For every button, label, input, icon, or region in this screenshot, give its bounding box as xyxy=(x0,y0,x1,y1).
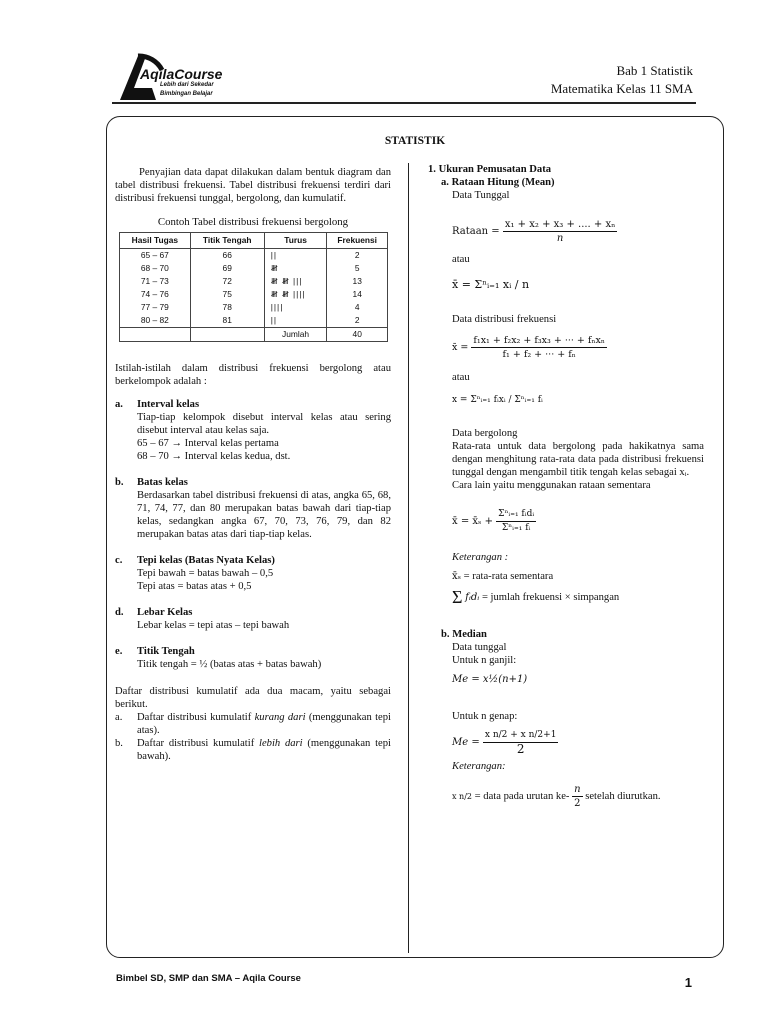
symbol: x n/2 xyxy=(452,792,472,801)
label-n-ganjil: Untuk n ganjil: xyxy=(452,655,517,667)
item-emphasis: kurang dari xyxy=(254,712,306,723)
item-line: Tepi atas = batas atas + 0,5 xyxy=(137,581,252,592)
page-title: STATISTIK xyxy=(384,135,446,147)
cara-lain-text: Cara lain yaitu menggunakan rataan sementara xyxy=(452,480,651,491)
sigma-icon: Σ xyxy=(452,587,463,608)
cell-interval: 74 – 76 xyxy=(120,288,191,301)
description: = jumlah frekuensi × simpangan xyxy=(481,592,620,603)
bergolong-explanation: Rata-rata untuk data bergolong pada hakikatnya sama dengan menghitung rata-rata data pada distribusi frekuensi tunggal dengan mengambil titik tengah kelas sebagai xᵢ. xyxy=(452,441,704,478)
col-header-turus: Turus xyxy=(264,233,327,249)
chapter-title: Bab 1 Statistik xyxy=(616,63,693,78)
cell-empty xyxy=(190,328,264,342)
formula-lhs: x̄ = x̄ₛ + xyxy=(452,516,493,527)
formula-rataan-sementara xyxy=(428,508,704,535)
formula-denominator: Σⁿᵢ₌₁ fᵢ xyxy=(501,523,531,533)
cell-tally: || xyxy=(264,314,327,328)
col-header-frekuensi: Frekuensi xyxy=(327,233,388,249)
col-header-hasil: Hasil Tugas xyxy=(120,233,191,249)
subsection-heading-median: b. Median xyxy=(441,629,487,641)
cell-tally: || xyxy=(264,249,327,263)
formula-numerator: Σⁿᵢ₌₁ fᵢdᵢ xyxy=(496,508,536,522)
total-value: 40 xyxy=(327,328,388,342)
table-row xyxy=(120,262,388,275)
formula-median-genap xyxy=(428,729,704,756)
item-label: b. xyxy=(115,477,124,488)
item-title: Batas kelas xyxy=(137,477,188,488)
item-line: Tiap-tiap kelompok disebut interval kelas atau sering disebut interval atau kelas saja. xyxy=(137,412,391,436)
cell-frequency: 2 xyxy=(327,249,388,263)
item-label: b. xyxy=(115,738,123,749)
cell-midpoint: 66 xyxy=(190,249,264,263)
label-n-genap: Untuk n genap: xyxy=(452,711,518,723)
label-data-bergolong: Data bergolong xyxy=(452,428,518,439)
page-number: 1 xyxy=(684,975,692,990)
table-row xyxy=(120,249,388,263)
formula-mean-sigma: x̄ = Σⁿᵢ₌₁ xᵢ / n xyxy=(452,278,530,291)
subject-title: Matematika Kelas 11 SMA xyxy=(550,81,693,96)
keterangan-label: Keterangan : xyxy=(452,552,509,563)
term-item-b xyxy=(115,476,391,541)
item-title: Titik Tengah xyxy=(137,646,195,657)
formula-denominator: 2 xyxy=(516,742,525,757)
right-column xyxy=(428,163,704,810)
brand-name: AqilaCourse xyxy=(140,66,223,82)
term-item-d xyxy=(115,606,391,632)
cell-interval: 80 – 82 xyxy=(120,314,191,328)
section-heading-central-tendency: 1. Ukuran Pemusatan Data xyxy=(428,164,552,175)
table-row xyxy=(120,314,388,328)
item-text: (menggunakan tepi bawah). xyxy=(137,738,391,762)
formula-rataan xyxy=(428,218,704,245)
description: = rata-rata sementara xyxy=(463,571,554,582)
cumulative-item-a xyxy=(115,711,391,737)
label-median-tunggal: Data tunggal xyxy=(452,642,507,654)
item-line: Tepi bawah = batas bawah – 0,5 xyxy=(137,568,274,579)
cell-interval: 71 – 73 xyxy=(120,275,191,288)
item-line: Titik tengah = ½ (batas atas + batas bawah) xyxy=(137,659,322,670)
frequency-table xyxy=(119,232,388,342)
cell-tally: 𝍸 xyxy=(264,262,327,275)
header-rule xyxy=(112,102,696,104)
col-header-titik: Titik Tengah xyxy=(190,233,264,249)
keterangan-label-2: Keterangan: xyxy=(452,761,506,773)
item-label: c. xyxy=(115,555,123,566)
formula-mean-distribution xyxy=(428,334,704,361)
cell-midpoint: 69 xyxy=(190,262,264,275)
symbol: fᵢdᵢ xyxy=(465,592,480,603)
aqila-logo xyxy=(116,48,246,108)
intro-paragraph: Penyajian data dapat dilakukan dalam bentuk diagram dan tabel distribusi frekuensi. Tabel distribusi frekuensi terdiri dari distribusi frekuensi tunggal, bergolong, dan kumulatif. xyxy=(115,167,391,204)
formula-denominator: 2 xyxy=(574,798,581,810)
description-tail: setelah diurutkan. xyxy=(585,791,661,802)
cell-interval: 77 – 79 xyxy=(120,301,191,314)
item-text: (menggunakan tepi atas). xyxy=(137,712,391,736)
item-line: 68 – 70 → Interval kelas kedua, dst. xyxy=(137,451,291,462)
header-info xyxy=(551,62,693,98)
label-atau-2: atau xyxy=(452,372,470,383)
formula-numerator: x n/2 + x n/2+1 xyxy=(483,729,559,743)
table-row xyxy=(120,301,388,314)
cell-midpoint: 75 xyxy=(190,288,264,301)
item-emphasis: lebih dari xyxy=(259,738,303,749)
cell-midpoint: 81 xyxy=(190,314,264,328)
keterangan-line-2 xyxy=(428,587,704,608)
formula-numerator: f₁x₁ + f₂x₂ + f₃x₃ + ··· + fₙxₙ xyxy=(473,335,605,346)
item-title: Tepi kelas (Batas Nyata Kelas) xyxy=(137,555,275,566)
formula-numerator: n xyxy=(574,784,581,796)
item-text: Daftar distribusi kumulatif xyxy=(137,712,255,723)
formula-denominator: n xyxy=(556,233,564,244)
cell-frequency: 2 xyxy=(327,314,388,328)
term-item-a xyxy=(115,398,391,463)
item-label: d. xyxy=(115,607,124,618)
cumulative-item-b xyxy=(115,737,391,763)
cell-interval: 68 – 70 xyxy=(120,262,191,275)
formula-median-ganjil: Me = x½(n+1) xyxy=(452,674,528,686)
keterangan-line-3 xyxy=(428,783,704,810)
left-column xyxy=(115,166,391,763)
table-total-row xyxy=(120,328,388,342)
brand-tagline-1: Lebih dari Sekedar xyxy=(160,82,214,88)
formula-lhs: Me = xyxy=(452,737,480,749)
item-title: Lebar Kelas xyxy=(137,607,193,618)
cell-tally: 𝍸 𝍸 |||| xyxy=(264,288,327,301)
formula-lhs: Rataan = xyxy=(452,226,500,237)
symbol: x̄ₛ xyxy=(452,571,462,582)
term-item-c xyxy=(115,554,391,593)
table-row xyxy=(120,275,388,288)
label-atau: atau xyxy=(452,254,470,265)
label-data-distribusi: Data distribusi frekuensi xyxy=(452,314,557,325)
formula-denominator: f₁ + f₂ + ··· + fₙ xyxy=(502,349,576,360)
footer-text: Bimbel SD, SMP dan SMA – Aqila Course xyxy=(116,973,301,984)
item-line: Berdasarkan tabel distribusi frekuensi di atas, angka 65, 68, 71, 74, 77, dan 80 merupakan batas bawah dari tiap-tiap kelas, sedangkan angka 67, 70, 73, 76, 79, dan 82 merupakan batas atas dari tiap-tiap kelas. xyxy=(137,490,391,540)
cell-tally: |||| xyxy=(264,301,327,314)
table-caption: Contoh Tabel distribusi frekuensi bergolong xyxy=(157,216,349,228)
column-divider xyxy=(408,163,409,953)
brand-tagline-2: Bimbingan Belajar xyxy=(160,91,213,97)
formula-mean-distribution-sigma: x = Σⁿᵢ₌₁ fᵢxᵢ / Σⁿᵢ₌₁ fᵢ xyxy=(452,395,543,405)
description: = data pada urutan ke- xyxy=(474,791,570,802)
cell-frequency: 5 xyxy=(327,262,388,275)
term-item-e xyxy=(115,645,391,671)
item-line: Lebar kelas = tepi atas – tepi bawah xyxy=(137,620,290,631)
cell-tally: 𝍸 𝍸 ||| xyxy=(264,275,327,288)
keterangan-line-1 xyxy=(428,570,704,583)
cell-midpoint: 78 xyxy=(190,301,264,314)
cell-interval: 65 – 67 xyxy=(120,249,191,263)
subsection-heading-mean: a. Rataan Hitung (Mean) xyxy=(441,177,555,188)
table-row xyxy=(120,288,388,301)
cell-frequency: 13 xyxy=(327,275,388,288)
item-label: e. xyxy=(115,646,123,657)
formula-numerator: x₁ + x₂ + x₃ + .... + xₙ xyxy=(504,219,616,230)
item-label: a. xyxy=(115,399,123,410)
total-label: Jumlah xyxy=(264,328,327,342)
cell-midpoint: 72 xyxy=(190,275,264,288)
label-data-tunggal: Data Tunggal xyxy=(452,190,510,201)
item-title: Interval kelas xyxy=(137,399,200,410)
cell-frequency: 4 xyxy=(327,301,388,314)
terms-intro: Istilah-istilah dalam distribusi frekuensi bergolong atau berkelompok adalah : xyxy=(115,363,391,387)
cell-frequency: 14 xyxy=(327,288,388,301)
item-label: a. xyxy=(115,712,123,723)
formula-lhs: x̄ = xyxy=(452,342,469,353)
cell-empty xyxy=(120,328,191,342)
item-text: Daftar distribusi kumulatif xyxy=(137,738,259,749)
table-header-row xyxy=(120,233,388,249)
item-line: 65 – 67 → Interval kelas pertama xyxy=(137,438,279,449)
cumulative-intro: Daftar distribusi kumulatif ada dua macam, yaitu sebagai berikut. xyxy=(115,686,391,710)
